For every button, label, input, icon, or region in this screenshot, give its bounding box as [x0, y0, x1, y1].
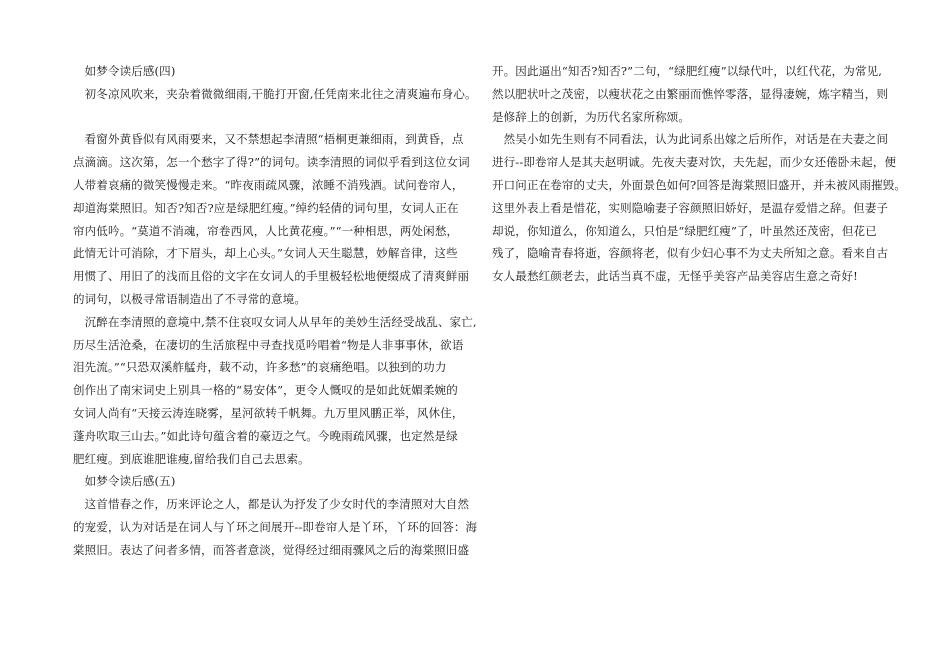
text-line: 的词句，以极寻常语制造出了不寻常的意境。: [73, 291, 306, 306]
text-line: 女词人尚有“天接云涛连晓雾，星河欲转千帆舞。九万里风鹏正举，风休住，: [73, 405, 464, 420]
text-line: 开口问正在卷帘的丈夫，外面景色如何?回答是海棠照旧盛开，并未被风雨摧毁。: [492, 177, 907, 192]
text-line: 却说，你知道么，你知道么，只怕是“绿肥红瘦”了，叶虽然还茂密，但花已: [492, 223, 877, 238]
text-line: 初冬凉风吹来，夹杂着微微细雨,干脆打开窗,任凭南来北往之清爽遍布身心。: [73, 86, 477, 101]
text-line: 帘内低吟。“莫道不消魂，帘卷西风，人比黄花瘦。”“一种相思，两处闲愁，: [73, 223, 459, 238]
text-line: 泪先流。”“只恐双溪舴艋舟，载不动，许多愁”的哀痛绝唱。以独到的功力: [73, 360, 447, 375]
text-line: 点滴滴。这次第，怎一个愁字了得?”的词句。读李清照的词似乎看到这位女词: [73, 155, 470, 170]
text-line: 沉醉在李清照的意境中,禁不住哀叹女词人从早年的美妙生活经受战乱、家亡,: [73, 314, 477, 329]
right-text-column: [492, 60, 907, 288]
left-text-column: [73, 60, 478, 562]
text-line: 然吴小如先生则有不同看法，认为此词系出嫁之后所作，对话是在夫妻之间: [492, 132, 889, 147]
text-line: 却道海棠照旧。知否?知否?应是绿肥红瘦。”绰约轻倩的词句里，女词人正在: [73, 200, 459, 215]
text-line: 的宠爱，认为对话是在词人与丫环之间展开--即卷帘人是丫环，丫环的回答：海: [73, 519, 478, 534]
text-line: 进行--即卷帘人是其夫赵明诚。先夜夫妻对饮，夫先起，而少女还倦卧未起，便: [492, 155, 897, 170]
text-line: 创作出了南宋词史上别具一格的“易安体”，更令人慨叹的是如此妩媚柔婉的: [73, 383, 458, 398]
text-line: 这首惜春之作，历来评论之人，都是认为抒发了少女时代的李清照对大自然: [73, 497, 470, 512]
text-line: 是修辞上的创新，为历代名家所称颂。: [492, 109, 691, 124]
text-line: 残了，隐喻青春将逝，容颜将老，似有少妇心事不为丈夫所知之意。看来自古: [492, 246, 889, 261]
text-line: 如梦令读后感(四): [73, 64, 176, 78]
text-line: 历尽生活沧桑，在凄切的生活旅程中寻查找觅吟唱着“物是人非事事休，欲语: [73, 337, 464, 352]
text-line: 如梦令读后感(五): [73, 474, 176, 489]
text-line: 肥红瘦。到底谁肥谁瘦,留给我们自己去思索。: [73, 451, 310, 466]
text-line: 看窗外黄昏似有风雨要来，又不禁想起李清照“梧桐更兼细雨，到黄昏，点: [73, 132, 464, 147]
text-line: 然以肥状叶之茂密，以瘦状花之由繁丽而憔悴零落，显得凄婉，炼字精当，则: [492, 86, 889, 101]
text-line: 蓬舟吹取三山去。”如此诗句蕴含着的豪迈之气。今晚雨疏风骤，也定然是绿: [73, 428, 458, 443]
text-line: 用惯了、用旧了的浅而且俗的文字在女词人的手里极轻松地便缀成了清爽鲜丽: [73, 269, 470, 284]
text-line: 这里外表上看是惜花，实则隐喻妻子容颜照旧娇好，是温存爱惜之辞。但妻子: [492, 200, 889, 215]
text-line: 人带着哀痛的微笑慢慢走来。“昨夜雨疏风骤，浓睡不消残酒。试问卷帘人，: [73, 177, 464, 192]
blank-line: [73, 106, 465, 129]
text-line: 棠照旧。表达了问者多情，而答者意淡，觉得经过细雨骤风之后的海棠照旧盛: [73, 542, 470, 557]
text-line: 女人最愁红颜老去，此话当真不虚，无怪乎美容产品美容店生意之奇好!: [492, 269, 858, 284]
text-line: 此情无计可消除，才下眉头，却上心头。”女词人天生聪慧，妙解音律，这些: [73, 246, 458, 261]
text-line: 开。因此逼出“知否?知否?”二句，“绿肥红瘦”以绿代叶，以红代花，为常见,: [492, 64, 883, 78]
